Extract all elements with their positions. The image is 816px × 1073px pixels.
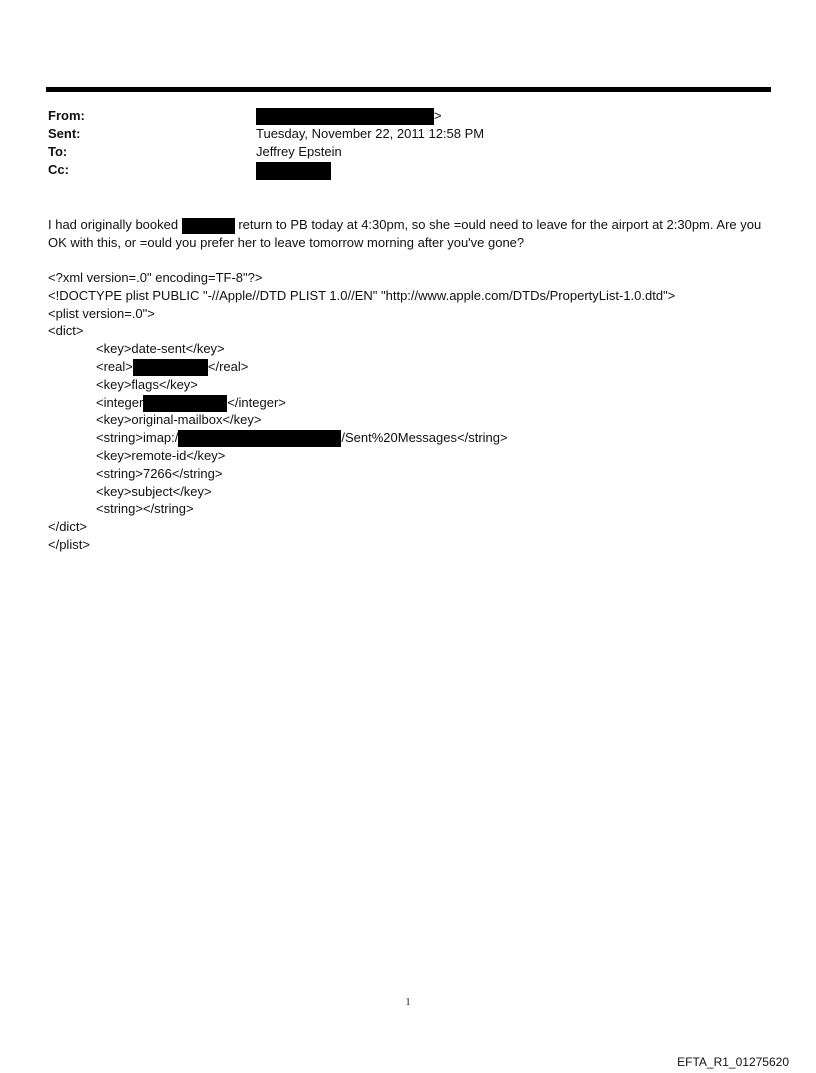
xml-text: </integer> [227,394,286,410]
redaction-box [143,395,227,412]
redaction-box [133,359,208,376]
to-value: Jeffrey Epstein [256,144,342,159]
plist-open-line: <plist version=.0"> [48,305,155,321]
plist-xml-block [48,269,773,554]
from-value-suffix: > [434,108,442,123]
dict-open-line: <dict> [48,323,84,339]
redaction-box [256,108,434,125]
cc-label: Cc: [48,162,69,177]
redaction-box [178,430,341,447]
xml-text: /Sent%20Messages</string> [341,430,508,446]
document-id-footer: EFTA_R1_01275620 [677,1055,789,1069]
dict-close-line: </dict> [48,519,88,535]
redaction-box [182,218,235,234]
sent-label: Sent: [48,126,81,141]
xml-string-line: <string>7266</string> [96,465,223,481]
doctype-line: <!DOCTYPE plist PUBLIC "-//Apple//DTD PLIST 1.0//EN" "http://www.apple.com/DTDs/PropertyList-1.0.dtd"> [48,287,676,303]
xml-key-line: <key>subject</key> [96,483,212,499]
to-row [48,143,768,161]
xml-text: <integer [96,394,144,410]
plist-close-line: </plist> [48,536,90,552]
xml-key-line: <key>remote-id</key> [96,447,226,463]
xml-string-line [48,429,773,447]
xml-integer-line [48,394,773,412]
xml-key-line: <key>flags</key> [96,376,198,392]
xml-key-line: <key>date-sent</key> [96,341,225,357]
cc-row [48,161,768,179]
from-row [48,107,768,125]
cc-value [256,161,331,180]
xml-string-line: <string></string> [96,501,194,517]
sent-row [48,125,768,143]
page-number: 1 [405,997,411,1008]
email-body [48,216,773,252]
xml-real-line [48,358,773,376]
redaction-box [256,162,331,180]
paragraph-text-end: return to PB today at 4:30pm, so she =ould need to leave for the airport at 2:30pm. Are you OK with this, or =ould you prefer her to leave tomorrow morning after you've gone? [48,217,762,250]
top-divider-rule [46,87,771,92]
xml-key-line: <key>original-mailbox</key> [96,412,262,428]
paragraph-text-start: I had originally booked [48,217,179,232]
email-header [48,107,768,179]
to-label: To: [48,144,68,159]
xml-text: <real> [96,358,133,374]
from-label: From: [48,108,85,123]
from-value [256,107,442,125]
xml-text: <string>imap:/ [96,430,179,446]
xml-declaration-line: <?xml version=.0" encoding=TF-8"?> [48,270,263,285]
body-paragraph [48,216,773,252]
xml-text: </real> [207,358,249,374]
sent-value: Tuesday, November 22, 2011 12:58 PM [256,126,485,141]
